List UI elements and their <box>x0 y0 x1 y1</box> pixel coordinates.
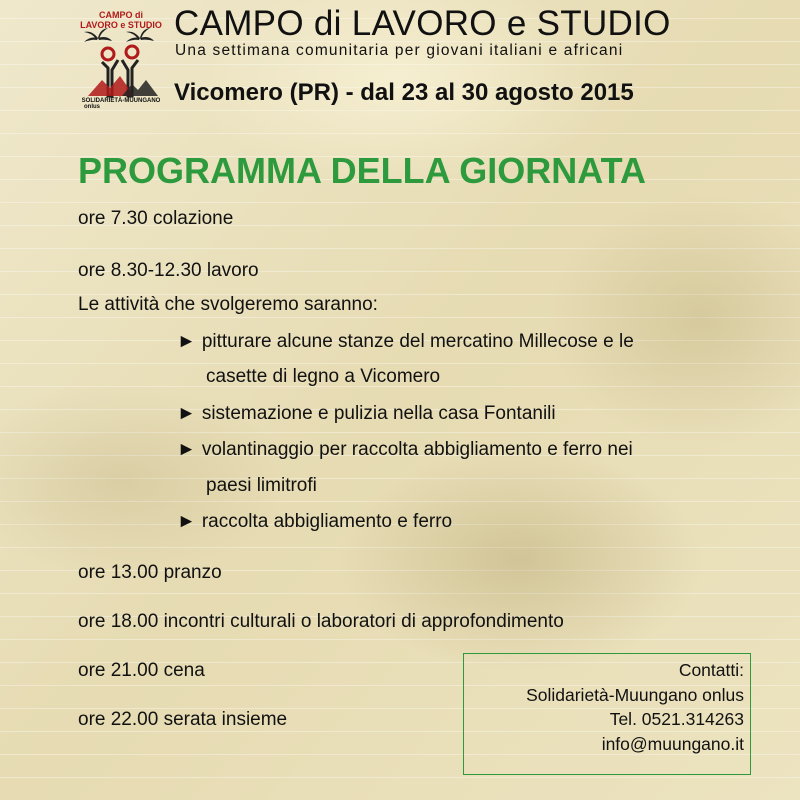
contacts-email-link[interactable]: info@muungano.it <box>601 733 744 754</box>
contacts-label: Contatti: <box>678 660 744 680</box>
page-title: CAMPO di LAVORO e STUDIO <box>174 4 671 43</box>
activity-continuation: casette di legno a Vicomero <box>206 366 441 387</box>
logo-org <box>76 98 166 110</box>
schedule-work: ore 8.30-12.30 lavoro <box>78 260 259 281</box>
bullet-arrow-icon: ► <box>177 511 196 532</box>
contacts-phone[interactable]: Tel. 0521.314263 <box>609 709 744 729</box>
activity-text: pitturare alcune stanze del mercatino Millecose e le <box>201 331 634 352</box>
contacts-org: Solidarietà-Muungano onlus <box>526 684 744 705</box>
page-subtitle: Una settimana comunitaria per giovani italiani e africani <box>175 42 624 59</box>
activity-continuation: paesi limitrofi <box>206 475 317 496</box>
activity-item <box>177 511 452 533</box>
logo-title-line1: CAMPO di <box>99 10 143 20</box>
organization-logo <box>76 8 166 114</box>
schedule-evening: ore 22.00 serata insieme <box>78 709 288 730</box>
activities-intro: Le attività che svolgeremo saranno: <box>78 294 378 315</box>
activity-text: volantinaggio per raccolta abbigliamento e ferro nei <box>201 439 633 460</box>
logo-org-sub: onlus <box>84 104 100 110</box>
bullet-arrow-icon: ► <box>177 439 196 460</box>
schedule-breakfast: ore 7.30 colazione <box>78 208 234 229</box>
logo-title-line2: LAVORO e STUDIO <box>80 20 162 30</box>
activity-text: sistemazione e pulizia nella casa Fontanili <box>201 403 556 424</box>
activity-text: raccolta abbigliamento e ferro <box>201 511 453 532</box>
event-location-dates: Vicomero (PR) - dal 23 al 30 agosto 2015 <box>174 79 634 106</box>
program-heading: PROGRAMMA DELLA GIORNATA <box>78 150 646 191</box>
schedule-lunch: ore 13.00 pranzo <box>78 562 222 583</box>
schedule-dinner: ore 21.00 cena <box>78 660 205 681</box>
people-palm-logo-icon <box>78 26 164 98</box>
bullet-arrow-icon: ► <box>177 403 196 424</box>
activity-item <box>177 331 634 353</box>
activity-item <box>177 403 556 425</box>
schedule-workshops: ore 18.00 incontri culturali o laboratori di approfondimento <box>78 611 564 632</box>
logo-org-name: SOLIDARIETÀ-MUUNGANO <box>81 98 161 104</box>
contacts-box <box>463 653 751 775</box>
bullet-arrow-icon: ► <box>177 331 196 352</box>
activity-item <box>177 439 633 461</box>
